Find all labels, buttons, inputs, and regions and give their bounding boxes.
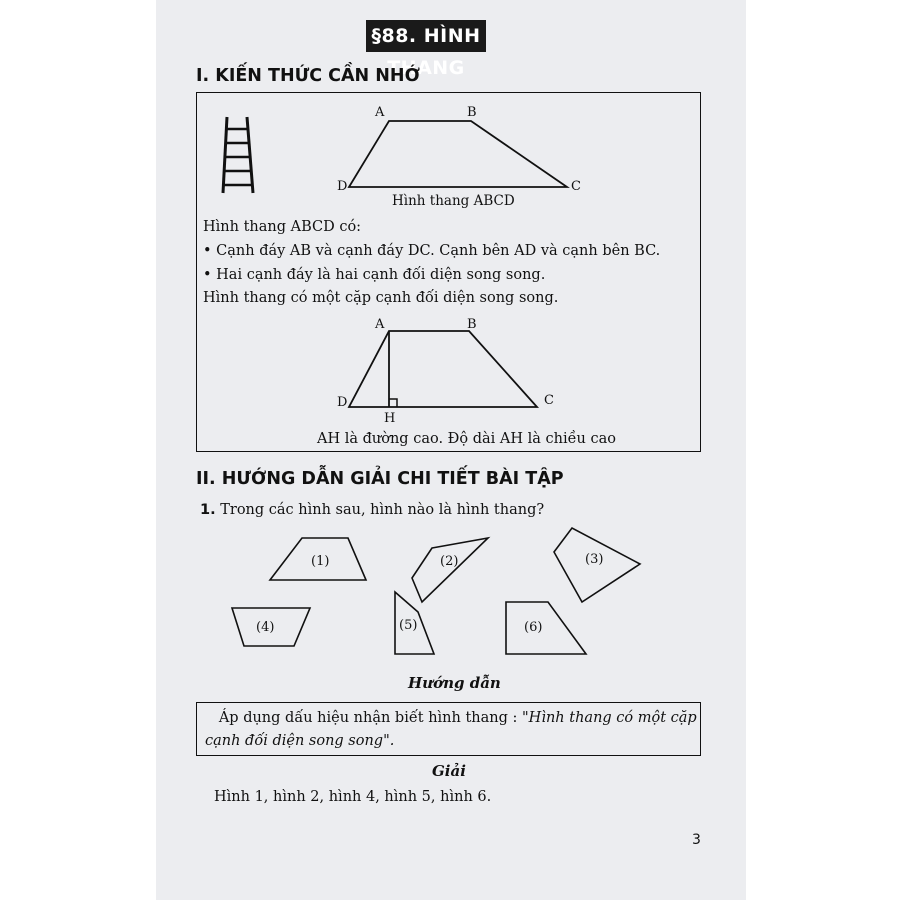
shape-2 (412, 538, 488, 602)
shape-6 (506, 602, 586, 654)
vertex-d-label: D (337, 179, 348, 194)
height-vertex-b-label: B (467, 317, 477, 332)
question-1 (200, 502, 544, 518)
definition-line-2: • Cạnh đáy AB và cạnh đáy DC. Cạnh bên AD và cạnh bên BC. (203, 243, 661, 259)
shape-2-label: (2) (440, 554, 459, 569)
definition-line-1: Hình thang ABCD có: (203, 219, 362, 235)
ladder-icon (219, 113, 259, 197)
exercise-shapes (156, 520, 746, 665)
knowledge-box (196, 92, 701, 452)
height-vertex-a-label: A (375, 317, 385, 332)
definition-line-4: Hình thang có một cặp cạnh đối diện song song. (203, 290, 559, 306)
hint-quote: "Hình thang có một cặp cạnh đối diện song song". (205, 710, 697, 749)
trapezoid-height-figure (337, 323, 577, 413)
height-vertex-c-label: C (544, 393, 554, 408)
section-heading-exercises: II. HƯỚNG DẪN GIẢI CHI TIẾT BÀI TẬP (196, 469, 564, 489)
vertex-b-label: B (467, 105, 477, 120)
definition-line-3: • Hai cạnh đáy là hai cạnh đối diện song song. (203, 267, 546, 283)
shape-4-label: (4) (256, 620, 275, 635)
shape-6-label: (6) (524, 620, 543, 635)
book-page (156, 0, 746, 900)
vertex-c-label: C (571, 179, 581, 194)
lesson-title: §88. HÌNH THANG (366, 20, 486, 52)
height-foot-h-label: H (384, 411, 396, 426)
height-vertex-d-label: D (337, 395, 348, 410)
hint-text-block (205, 707, 697, 753)
hint-text: Áp dụng dấu hiệu nhận biết hình thang : (218, 710, 523, 726)
section-heading-knowledge: I. KIẾN THỨC CẦN NHỚ (196, 66, 420, 86)
vertex-a-label: A (375, 105, 385, 120)
shape-3-label: (3) (585, 552, 604, 567)
figure-caption-abcd: Hình thang ABCD (392, 193, 515, 209)
height-caption: AH là đường cao. Độ dài AH là chiều cao (317, 431, 616, 447)
question-text: Trong các hình sau, hình nào là hình thang? (220, 502, 545, 518)
question-number: 1. (200, 502, 216, 518)
solution-title: Giải (432, 762, 466, 780)
solution-answer: Hình 1, hình 2, hình 4, hình 5, hình 6. (214, 789, 492, 805)
shape-1-label: (1) (311, 554, 330, 569)
hint-box (196, 702, 701, 756)
shape-5-label: (5) (399, 618, 418, 633)
page-number: 3 (692, 832, 701, 848)
hint-title: Hướng dẫn (408, 674, 501, 692)
